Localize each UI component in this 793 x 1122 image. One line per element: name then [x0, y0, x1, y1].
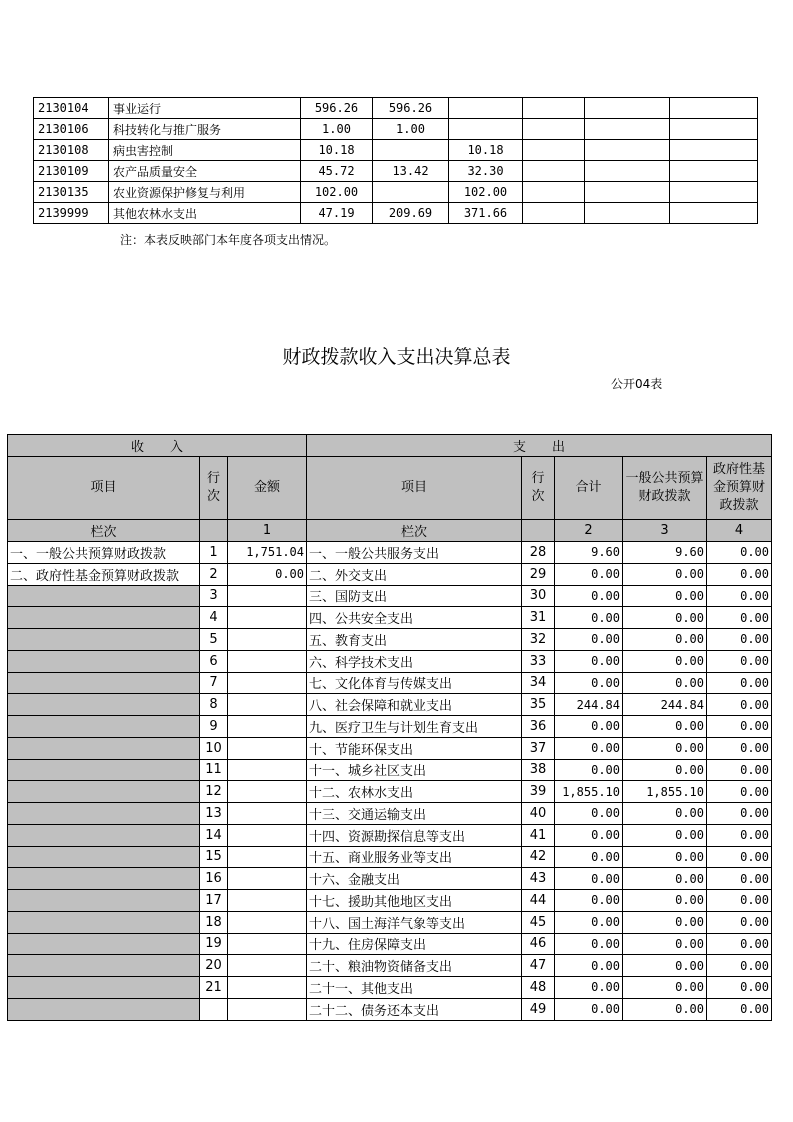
fund-budget-cell: 0.00 [707, 781, 772, 803]
table-row [34, 140, 758, 161]
income-line-header-text: 行次 [206, 471, 220, 504]
fund-budget-header-text: 政府性基金预算财政拨款 [712, 462, 765, 513]
income-item-header: 项目 [8, 457, 200, 520]
code-cell: 2130135 [34, 182, 109, 203]
expense-item-cell: 二十一、其他支出 [307, 977, 522, 999]
table-row [8, 846, 772, 868]
table-row [8, 737, 772, 759]
general-budget-cell: 0.00 [623, 803, 707, 825]
expense-item-cell: 十九、住房保障支出 [307, 933, 522, 955]
income-item-cell [8, 890, 200, 912]
blank-cell [670, 140, 758, 161]
blank-cell [585, 161, 670, 182]
income-line-cell: 8 [200, 694, 228, 716]
table-row [34, 161, 758, 182]
general-budget-cell: 0.00 [623, 716, 707, 738]
basic-cell [373, 140, 449, 161]
income-item-cell [8, 607, 200, 629]
expense-line-cell: 28 [522, 542, 555, 564]
expense-line-cell: 31 [522, 607, 555, 629]
expense-header: 支 出 [307, 435, 772, 457]
general-budget-header-text: 一般公共预算财政拨款 [625, 471, 704, 504]
table-row [8, 672, 772, 694]
expense-line-cell: 32 [522, 629, 555, 651]
income-amount-cell [228, 998, 307, 1020]
total-cell: 9.60 [555, 542, 623, 564]
table-row [8, 629, 772, 651]
expense-line-cell: 48 [522, 977, 555, 999]
income-amount-cell [228, 977, 307, 999]
fund-budget-cell: 0.00 [707, 803, 772, 825]
expense-item-cell: 五、教育支出 [307, 629, 522, 651]
income-line-cell: 17 [200, 890, 228, 912]
fund-budget-cell: 0.00 [707, 824, 772, 846]
income-item-cell [8, 824, 200, 846]
general-budget-cell: 0.00 [623, 933, 707, 955]
expense-line-cell: 45 [522, 911, 555, 933]
general-budget-cell: 0.00 [623, 911, 707, 933]
income-line-cell: 13 [200, 803, 228, 825]
expense-line-cell: 39 [522, 781, 555, 803]
blank-cell [585, 203, 670, 224]
general-budget-header [623, 457, 707, 520]
total-cell: 0.00 [555, 737, 623, 759]
table-row [34, 203, 758, 224]
fund-budget-cell: 0.00 [707, 672, 772, 694]
fund-budget-cell: 0.00 [707, 737, 772, 759]
table-row [8, 542, 772, 564]
income-line-cell: 19 [200, 933, 228, 955]
table-row [8, 781, 772, 803]
income-line-cell: 2 [200, 563, 228, 585]
income-line-cell: 3 [200, 585, 228, 607]
income-line-cell: 10 [200, 737, 228, 759]
general-budget-cell: 0.00 [623, 563, 707, 585]
total-cell: 1,855.10 [555, 781, 623, 803]
project-cell: 32.30 [449, 161, 523, 182]
table-row [8, 650, 772, 672]
income-amount-cell [228, 716, 307, 738]
income-header: 收 入 [8, 435, 307, 457]
total-cell: 0.00 [555, 998, 623, 1020]
code-cell: 2130106 [34, 119, 109, 140]
fund-budget-cell: 0.00 [707, 911, 772, 933]
general-budget-cell: 0.00 [623, 998, 707, 1020]
total-cell: 1.00 [301, 119, 373, 140]
expense-line-cell: 46 [522, 933, 555, 955]
table-row [8, 911, 772, 933]
income-amount-cell [228, 694, 307, 716]
name-cell: 其他农林水支出 [109, 203, 301, 224]
expense-line-cell: 37 [522, 737, 555, 759]
table-row [34, 119, 758, 140]
blank-cell [523, 119, 585, 140]
income-line-cell: 7 [200, 672, 228, 694]
general-budget-cell: 0.00 [623, 737, 707, 759]
income-line-cell: 14 [200, 824, 228, 846]
income-amount-cell [228, 846, 307, 868]
table-row [8, 977, 772, 999]
header-row-column-numbers [8, 520, 772, 542]
total-cell: 244.84 [555, 694, 623, 716]
general-budget-cell: 0.00 [623, 846, 707, 868]
code-cell: 2130109 [34, 161, 109, 182]
expense-item-cell: 二、外交支出 [307, 563, 522, 585]
page-title: 财政拨款收入支出决算总表 [282, 346, 511, 368]
income-amount-cell [228, 890, 307, 912]
expense-item-cell: 十四、资源勘探信息等支出 [307, 824, 522, 846]
income-line-cell: 5 [200, 629, 228, 651]
general-budget-cell: 0.00 [623, 759, 707, 781]
income-amount-cell [228, 824, 307, 846]
income-item-cell: 一、一般公共预算财政拨款 [8, 542, 200, 564]
code-cell: 2130104 [34, 98, 109, 119]
total-cell: 0.00 [555, 650, 623, 672]
general-budget-cell: 0.00 [623, 824, 707, 846]
table-row [8, 890, 772, 912]
expense-item-header: 项目 [307, 457, 522, 520]
income-amount-cell [228, 672, 307, 694]
income-amount-cell [228, 911, 307, 933]
expense-line-header [522, 457, 555, 520]
expense-item-cell: 七、文化体育与传媒支出 [307, 672, 522, 694]
blank-cell [670, 119, 758, 140]
expense-item-cell: 九、医疗卫生与计划生育支出 [307, 716, 522, 738]
income-amount-cell: 1,751.04 [228, 542, 307, 564]
total-cell: 596.26 [301, 98, 373, 119]
fund-budget-cell: 0.00 [707, 977, 772, 999]
income-item-cell [8, 672, 200, 694]
table-row [8, 563, 772, 585]
expense-line-cell: 30 [522, 585, 555, 607]
total-cell: 0.00 [555, 933, 623, 955]
table-row [8, 955, 772, 977]
income-item-cell [8, 585, 200, 607]
total-cell: 0.00 [555, 890, 623, 912]
blank-cell [523, 98, 585, 119]
total-cell: 0.00 [555, 955, 623, 977]
income-line-cell: 18 [200, 911, 228, 933]
total-cell: 0.00 [555, 977, 623, 999]
general-budget-cell: 9.60 [623, 542, 707, 564]
name-cell: 病虫害控制 [109, 140, 301, 161]
table-row [8, 803, 772, 825]
total-cell: 0.00 [555, 585, 623, 607]
fund-budget-cell: 0.00 [707, 890, 772, 912]
blank-cell [523, 161, 585, 182]
table-row [8, 868, 772, 890]
basic-cell [373, 182, 449, 203]
blank-cell [585, 98, 670, 119]
expense-item-cell: 四、公共安全支出 [307, 607, 522, 629]
expense-col-label: 栏次 [307, 520, 522, 542]
income-item-cell [8, 846, 200, 868]
expense-item-cell: 六、科学技术支出 [307, 650, 522, 672]
basic-cell: 596.26 [373, 98, 449, 119]
name-cell: 农业资源保护修复与利用 [109, 182, 301, 203]
total-cell: 45.72 [301, 161, 373, 182]
total-cell: 0.00 [555, 824, 623, 846]
income-line-cell [200, 998, 228, 1020]
expense-item-cell: 十六、金融支出 [307, 868, 522, 890]
general-budget-cell: 0.00 [623, 629, 707, 651]
income-amount-cell [228, 607, 307, 629]
income-item-cell [8, 868, 200, 890]
total-cell: 0.00 [555, 846, 623, 868]
project-cell: 10.18 [449, 140, 523, 161]
income-line-cell: 1 [200, 542, 228, 564]
income-item-cell [8, 803, 200, 825]
basic-cell: 209.69 [373, 203, 449, 224]
table-row [8, 933, 772, 955]
expense-line-cell: 36 [522, 716, 555, 738]
income-amount-cell [228, 737, 307, 759]
table-row [34, 182, 758, 203]
general-budget-cell: 0.00 [623, 585, 707, 607]
income-line-cell: 9 [200, 716, 228, 738]
fund-budget-cell: 0.00 [707, 542, 772, 564]
fund-budget-cell: 0.00 [707, 759, 772, 781]
fund-budget-cell: 0.00 [707, 998, 772, 1020]
fund-budget-cell: 0.00 [707, 933, 772, 955]
income-amount-cell [228, 629, 307, 651]
col-4: 4 [707, 520, 772, 542]
fund-budget-header [707, 457, 772, 520]
expense-col-blank [522, 520, 555, 542]
income-item-cell [8, 650, 200, 672]
blank-cell [670, 98, 758, 119]
total-cell: 0.00 [555, 672, 623, 694]
income-amount-header: 金额 [228, 457, 307, 520]
col-1: 1 [228, 520, 307, 542]
blank-cell [670, 182, 758, 203]
expense-line-cell: 35 [522, 694, 555, 716]
general-budget-cell: 1,855.10 [623, 781, 707, 803]
income-line-cell: 15 [200, 846, 228, 868]
income-line-cell: 6 [200, 650, 228, 672]
general-budget-cell: 0.00 [623, 890, 707, 912]
total-cell: 0.00 [555, 629, 623, 651]
fund-budget-cell: 0.00 [707, 650, 772, 672]
project-cell: 371.66 [449, 203, 523, 224]
income-amount-cell [228, 868, 307, 890]
expense-line-cell: 29 [522, 563, 555, 585]
income-line-cell: 21 [200, 977, 228, 999]
basic-cell: 13.42 [373, 161, 449, 182]
general-budget-cell: 0.00 [623, 955, 707, 977]
expense-line-cell: 34 [522, 672, 555, 694]
table-note: 注：本表反映部门本年度各项支出情况。 [120, 233, 337, 247]
income-amount-cell [228, 650, 307, 672]
total-cell: 0.00 [555, 759, 623, 781]
table-row [8, 716, 772, 738]
general-budget-cell: 0.00 [623, 650, 707, 672]
blank-cell [523, 140, 585, 161]
blank-cell [585, 140, 670, 161]
fund-budget-cell: 0.00 [707, 868, 772, 890]
income-amount-cell [228, 933, 307, 955]
table-row [8, 694, 772, 716]
table-number: 公开04表 [611, 377, 663, 391]
general-budget-cell: 0.00 [623, 672, 707, 694]
income-item-cell [8, 629, 200, 651]
expense-detail-table [33, 97, 758, 224]
table-row [34, 98, 758, 119]
income-amount-cell [228, 955, 307, 977]
name-cell: 农产品质量安全 [109, 161, 301, 182]
expense-line-cell: 44 [522, 890, 555, 912]
income-line-cell: 4 [200, 607, 228, 629]
basic-cell: 1.00 [373, 119, 449, 140]
fund-budget-cell: 0.00 [707, 585, 772, 607]
total-cell: 0.00 [555, 868, 623, 890]
blank-cell [523, 182, 585, 203]
expense-item-cell: 十七、援助其他地区支出 [307, 890, 522, 912]
income-item-cell: 二、政府性基金预算财政拨款 [8, 563, 200, 585]
total-cell: 47.19 [301, 203, 373, 224]
expense-line-cell: 33 [522, 650, 555, 672]
code-cell: 2130108 [34, 140, 109, 161]
fund-budget-cell: 0.00 [707, 563, 772, 585]
col-2: 2 [555, 520, 623, 542]
fund-budget-cell: 0.00 [707, 955, 772, 977]
general-budget-cell: 244.84 [623, 694, 707, 716]
total-cell: 0.00 [555, 607, 623, 629]
blank-cell [585, 182, 670, 203]
blank-cell [523, 203, 585, 224]
table-row [8, 585, 772, 607]
name-cell: 科技转化与推广服务 [109, 119, 301, 140]
income-col-blank [200, 520, 228, 542]
total-cell: 0.00 [555, 563, 623, 585]
blank-cell [585, 119, 670, 140]
income-item-cell [8, 759, 200, 781]
income-item-cell [8, 998, 200, 1020]
expense-item-cell: 八、社会保障和就业支出 [307, 694, 522, 716]
fund-budget-cell: 0.00 [707, 607, 772, 629]
name-cell: 事业运行 [109, 98, 301, 119]
income-line-cell: 16 [200, 868, 228, 890]
income-amount-cell [228, 781, 307, 803]
total-cell: 0.00 [555, 716, 623, 738]
income-item-cell [8, 977, 200, 999]
general-budget-cell: 0.00 [623, 607, 707, 629]
general-budget-cell: 0.00 [623, 868, 707, 890]
income-item-cell [8, 694, 200, 716]
header-row-section [8, 435, 772, 457]
blank-cell [670, 161, 758, 182]
project-cell: 102.00 [449, 182, 523, 203]
expense-item-cell: 十五、商业服务业等支出 [307, 846, 522, 868]
expense-line-cell: 38 [522, 759, 555, 781]
blank-cell [670, 203, 758, 224]
expense-item-cell: 十三、交通运输支出 [307, 803, 522, 825]
total-cell: 0.00 [555, 911, 623, 933]
table-row [8, 998, 772, 1020]
total-cell: 10.18 [301, 140, 373, 161]
col-3: 3 [623, 520, 707, 542]
expense-item-cell: 十二、农林水支出 [307, 781, 522, 803]
income-item-cell [8, 716, 200, 738]
income-item-cell [8, 911, 200, 933]
expense-line-cell: 43 [522, 868, 555, 890]
income-item-cell [8, 933, 200, 955]
expense-item-cell: 三、国防支出 [307, 585, 522, 607]
fiscal-summary-table [7, 434, 772, 1021]
expense-item-cell: 二十、粮油物资储备支出 [307, 955, 522, 977]
total-cell: 102.00 [301, 182, 373, 203]
code-cell: 2139999 [34, 203, 109, 224]
project-cell [449, 98, 523, 119]
income-line-cell: 12 [200, 781, 228, 803]
income-amount-cell [228, 585, 307, 607]
expense-item-cell: 二十二、债务还本支出 [307, 998, 522, 1020]
fund-budget-cell: 0.00 [707, 629, 772, 651]
income-line-cell: 20 [200, 955, 228, 977]
income-item-cell [8, 781, 200, 803]
expense-item-cell: 十八、国土海洋气象等支出 [307, 911, 522, 933]
header-row-columns [8, 457, 772, 520]
project-cell [449, 119, 523, 140]
expense-line-cell: 49 [522, 998, 555, 1020]
income-item-cell [8, 737, 200, 759]
expense-line-cell: 42 [522, 846, 555, 868]
income-amount-cell [228, 759, 307, 781]
expense-line-cell: 47 [522, 955, 555, 977]
fund-budget-cell: 0.00 [707, 716, 772, 738]
expense-line-header-text: 行次 [531, 471, 545, 504]
table-row [8, 824, 772, 846]
fund-budget-cell: 0.00 [707, 846, 772, 868]
table-row [8, 607, 772, 629]
table-row [8, 759, 772, 781]
total-cell: 0.00 [555, 803, 623, 825]
income-col-label: 栏次 [8, 520, 200, 542]
income-item-cell [8, 955, 200, 977]
income-amount-cell [228, 803, 307, 825]
expense-item-cell: 一、一般公共服务支出 [307, 542, 522, 564]
income-line-header [200, 457, 228, 520]
general-budget-cell: 0.00 [623, 977, 707, 999]
income-line-cell: 11 [200, 759, 228, 781]
expense-line-cell: 41 [522, 824, 555, 846]
expense-item-cell: 十、节能环保支出 [307, 737, 522, 759]
total-header: 合计 [555, 457, 623, 520]
expense-item-cell: 十一、城乡社区支出 [307, 759, 522, 781]
income-amount-cell: 0.00 [228, 563, 307, 585]
fund-budget-cell: 0.00 [707, 694, 772, 716]
expense-line-cell: 40 [522, 803, 555, 825]
